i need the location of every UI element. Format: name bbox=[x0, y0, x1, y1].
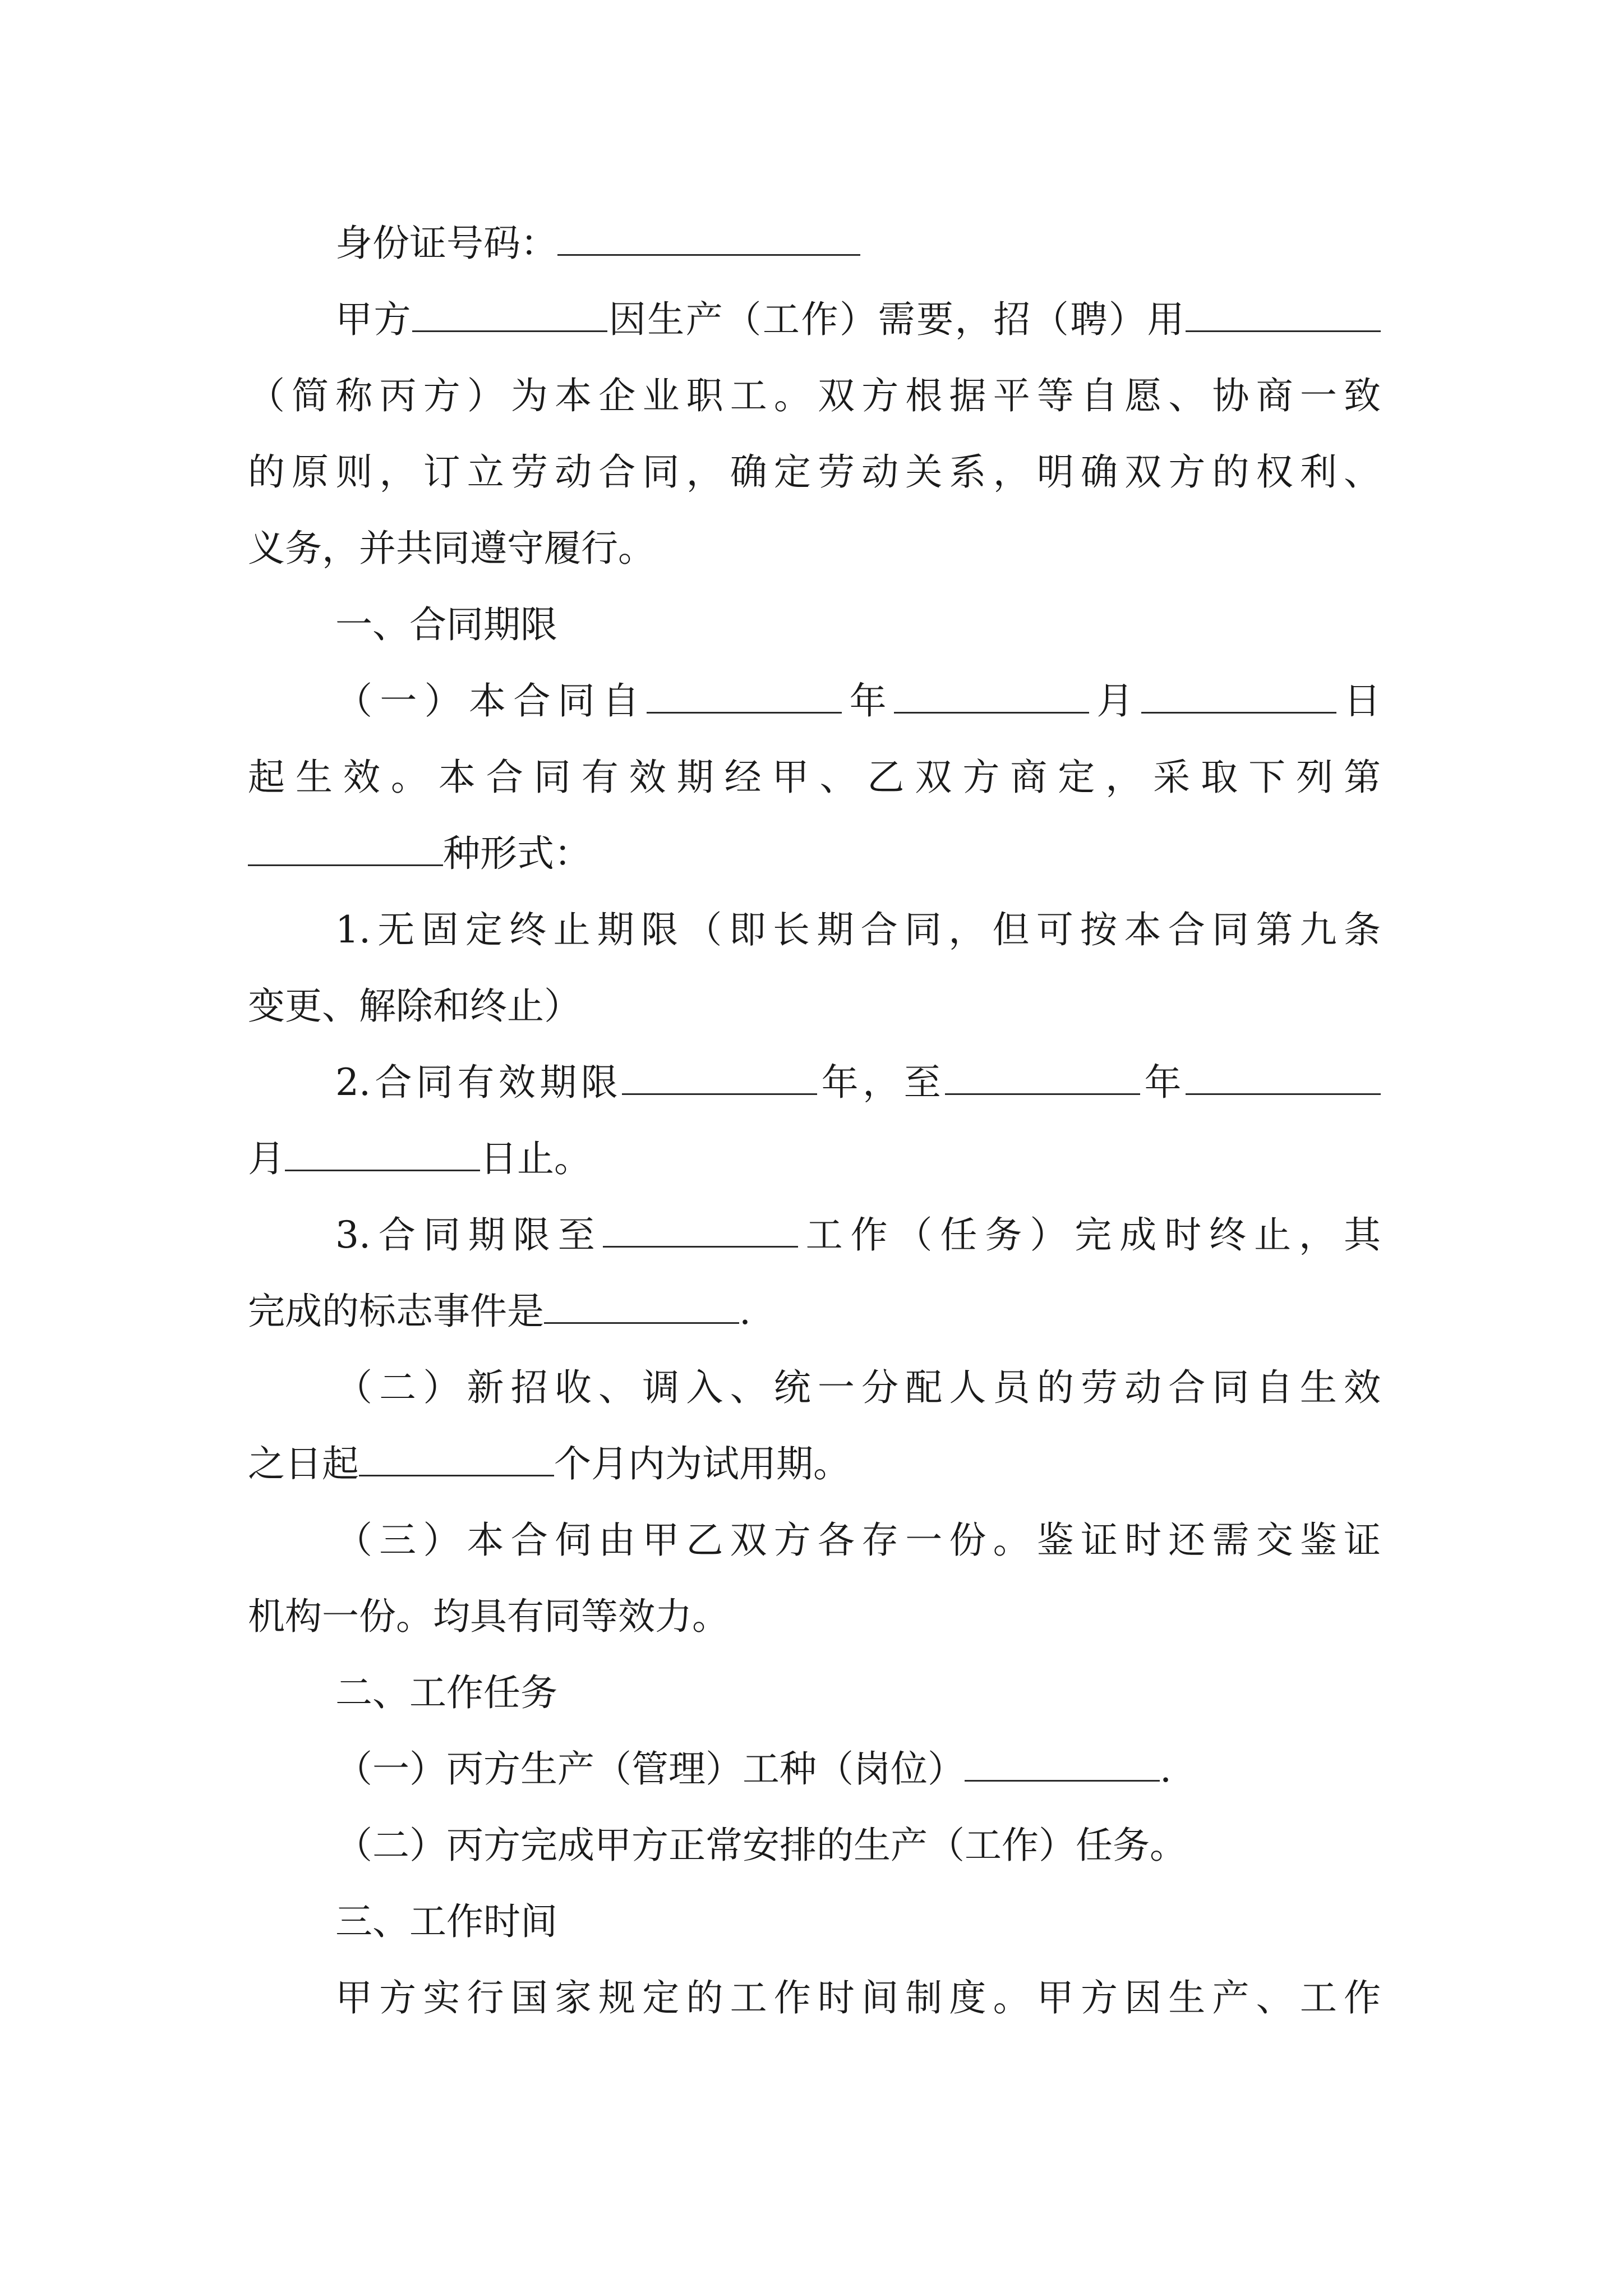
section-heading bbox=[335, 587, 1381, 663]
paragraph-line bbox=[335, 663, 1381, 739]
text-segment: （简称丙方）为本企业职工。双方根据平等自愿、协商一致 bbox=[248, 374, 1381, 417]
paragraph-line bbox=[335, 1502, 1381, 1579]
text-segment: 3.合同期限至 bbox=[335, 1213, 603, 1257]
heading-text: 二、工作任务 bbox=[335, 1671, 557, 1714]
id-number-blank[interactable] bbox=[557, 215, 860, 256]
text-segment: （三）本合伺由甲乙双方各存一份。鉴证时还需交鉴证 bbox=[335, 1519, 1381, 1562]
section-heading bbox=[335, 1884, 1381, 1960]
start-year-blank[interactable] bbox=[647, 673, 842, 714]
text-segment: （二）新招收、调入、统一分配人员的劳动合同自生效 bbox=[335, 1366, 1381, 1409]
text-segment: 因生产（工作）需要，招（聘）用 bbox=[607, 298, 1186, 341]
paragraph-line bbox=[248, 739, 1381, 816]
text-segment: （二）丙方完成甲方正常安排的生产（工作）任务。 bbox=[335, 1824, 1187, 1867]
id-number-line bbox=[335, 205, 1381, 282]
term-year-from-blank[interactable] bbox=[622, 1054, 817, 1095]
text-segment: 义务，并共同遵守履行。 bbox=[248, 527, 655, 570]
completion-event-blank[interactable] bbox=[544, 1283, 739, 1324]
text-segment: 的原则，订立劳动合同，确定劳动关系，明确双方的权利、 bbox=[248, 450, 1381, 494]
paragraph-line bbox=[248, 816, 1381, 892]
text-segment: （一）丙方生产（管理）工种（岗位） bbox=[335, 1747, 965, 1791]
term-year-to-blank[interactable] bbox=[945, 1054, 1140, 1095]
start-day-blank[interactable] bbox=[1141, 673, 1336, 714]
party-c-blank[interactable] bbox=[1186, 291, 1381, 332]
heading-text: 三、工作时间 bbox=[335, 1900, 557, 1943]
paragraph-line bbox=[248, 1579, 1381, 1655]
text-segment: 之日起 bbox=[248, 1442, 359, 1485]
job-position-blank[interactable] bbox=[965, 1741, 1160, 1782]
paragraph-line bbox=[335, 1731, 1381, 1807]
id-number-label: 身份证号码： bbox=[335, 222, 557, 265]
text-segment: 年 bbox=[1140, 1061, 1186, 1104]
paragraph-line bbox=[335, 1045, 1381, 1121]
text-segment: 日 bbox=[1336, 679, 1381, 723]
text-segment: 个月内为试用期。 bbox=[554, 1442, 850, 1485]
paragraph-line bbox=[248, 510, 1381, 587]
text-segment: 月 bbox=[1089, 679, 1141, 723]
task-blank[interactable] bbox=[603, 1207, 798, 1248]
paragraph-line bbox=[248, 358, 1381, 434]
paragraph-line bbox=[335, 1350, 1381, 1426]
paragraph-line bbox=[335, 282, 1381, 358]
term-month-blank[interactable] bbox=[1186, 1054, 1381, 1095]
paragraph-line bbox=[248, 1426, 1381, 1502]
paragraph-line bbox=[248, 968, 1381, 1045]
paragraph-line bbox=[335, 892, 1381, 968]
paragraph-line bbox=[248, 434, 1381, 510]
text-segment: 年，至 bbox=[817, 1061, 946, 1104]
text-segment: 完成的标志事件是 bbox=[248, 1290, 544, 1333]
text-segment: 甲方实行国家规定的工作时间制度。甲方因生产、工作 bbox=[335, 1976, 1381, 2019]
text-segment: （一）本合同自 bbox=[335, 679, 647, 723]
text-segment: 甲方 bbox=[335, 298, 413, 341]
text-segment: 起生效。本合同有效期经甲、乙双方商定，采取下列第 bbox=[248, 756, 1381, 799]
text-segment: 日止。 bbox=[480, 1137, 591, 1180]
text-segment: 工作（任务）完成时终止，其 bbox=[797, 1213, 1381, 1257]
text-segment: . bbox=[739, 1290, 751, 1333]
text-segment: . bbox=[1160, 1747, 1172, 1791]
paragraph-line bbox=[335, 1807, 1381, 1884]
paragraph-line bbox=[248, 1121, 1381, 1197]
text-segment: 月 bbox=[248, 1137, 285, 1180]
form-type-blank[interactable] bbox=[248, 825, 443, 866]
party-a-blank[interactable] bbox=[412, 291, 607, 332]
text-segment: 机构一份。均具有同等效力。 bbox=[248, 1595, 729, 1638]
text-segment: 1.无固定终止期限（即长期合同，但可按本合同第九条 bbox=[335, 908, 1381, 951]
heading-text: 一、合同期限 bbox=[335, 603, 557, 646]
paragraph-line bbox=[248, 1273, 1381, 1350]
text-segment: 种形式： bbox=[443, 832, 591, 875]
paragraph-line bbox=[335, 1960, 1381, 2036]
text-segment: 2.合同有效期限 bbox=[335, 1061, 623, 1104]
text-segment: 年 bbox=[842, 679, 895, 723]
section-heading bbox=[335, 1655, 1381, 1731]
text-segment: 变更、解除和终止） bbox=[248, 984, 581, 1028]
term-day-blank[interactable] bbox=[285, 1130, 480, 1171]
start-month-blank[interactable] bbox=[894, 673, 1089, 714]
paragraph-line bbox=[335, 1197, 1381, 1273]
probation-months-blank[interactable] bbox=[359, 1435, 554, 1476]
